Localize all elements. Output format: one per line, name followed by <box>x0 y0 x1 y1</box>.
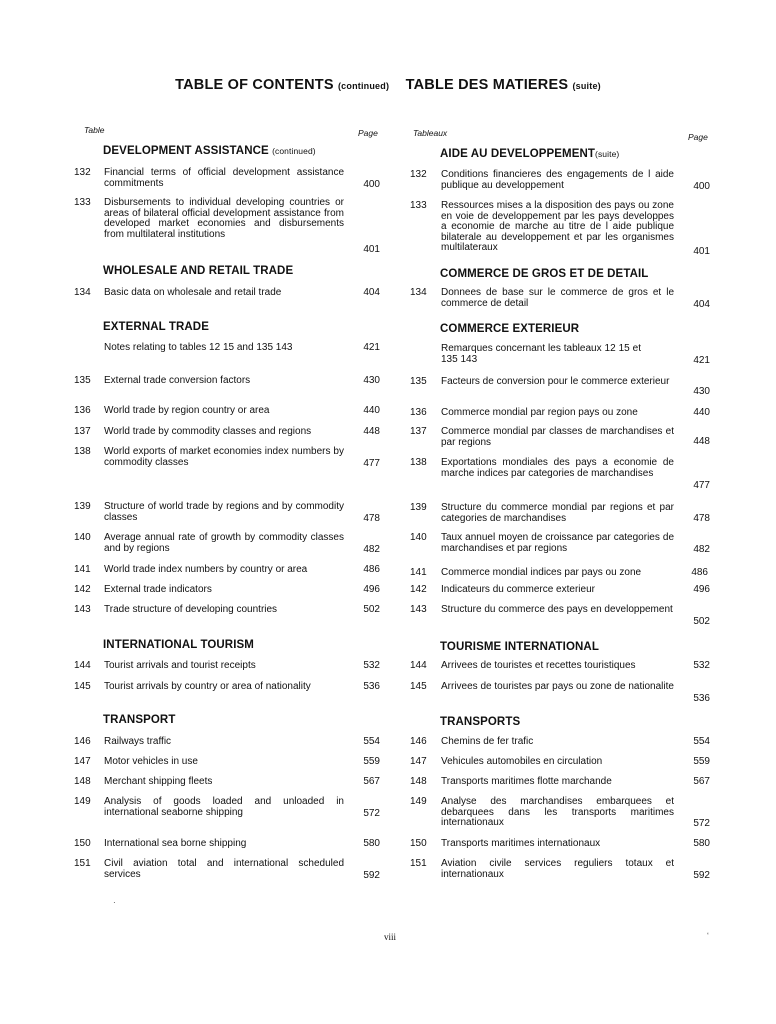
section-heading: TRANSPORTS <box>440 716 521 728</box>
scan-speck: · <box>113 898 116 907</box>
section-heading: COMMERCE DE GROS ET DE DETAIL <box>440 268 649 280</box>
section-heading: TRANSPORT <box>103 714 176 726</box>
page-column-label: Page <box>358 128 378 138</box>
section-heading: WHOLESALE AND RETAIL TRADE <box>103 265 294 277</box>
section-heading: DEVELOPMENT ASSISTANCE (continued) <box>103 145 316 157</box>
title-fr-suffix: (suite) <box>572 81 601 91</box>
page-title <box>0 77 776 93</box>
title-fr: TABLE DES MATIERES <box>405 77 569 93</box>
page-column-label: Page <box>688 132 708 142</box>
section-heading: EXTERNAL TRADE <box>103 321 209 333</box>
section-heading: TOURISME INTERNATIONAL <box>440 641 599 653</box>
section-heading: INTERNATIONAL TOURISM <box>103 639 254 651</box>
title-en-suffix: (continued) <box>337 81 390 91</box>
table-column-label: Table <box>84 125 105 135</box>
tableaux-column-label: Tableaux <box>413 128 448 138</box>
scan-speck: ʽ <box>707 932 709 941</box>
page-number: viii <box>384 932 397 942</box>
section-heading: AIDE AU DEVELOPPEMENT(suite) <box>440 148 620 160</box>
section-heading: COMMERCE EXTERIEUR <box>440 323 580 335</box>
title-en: TABLE OF CONTENTS <box>175 77 334 93</box>
